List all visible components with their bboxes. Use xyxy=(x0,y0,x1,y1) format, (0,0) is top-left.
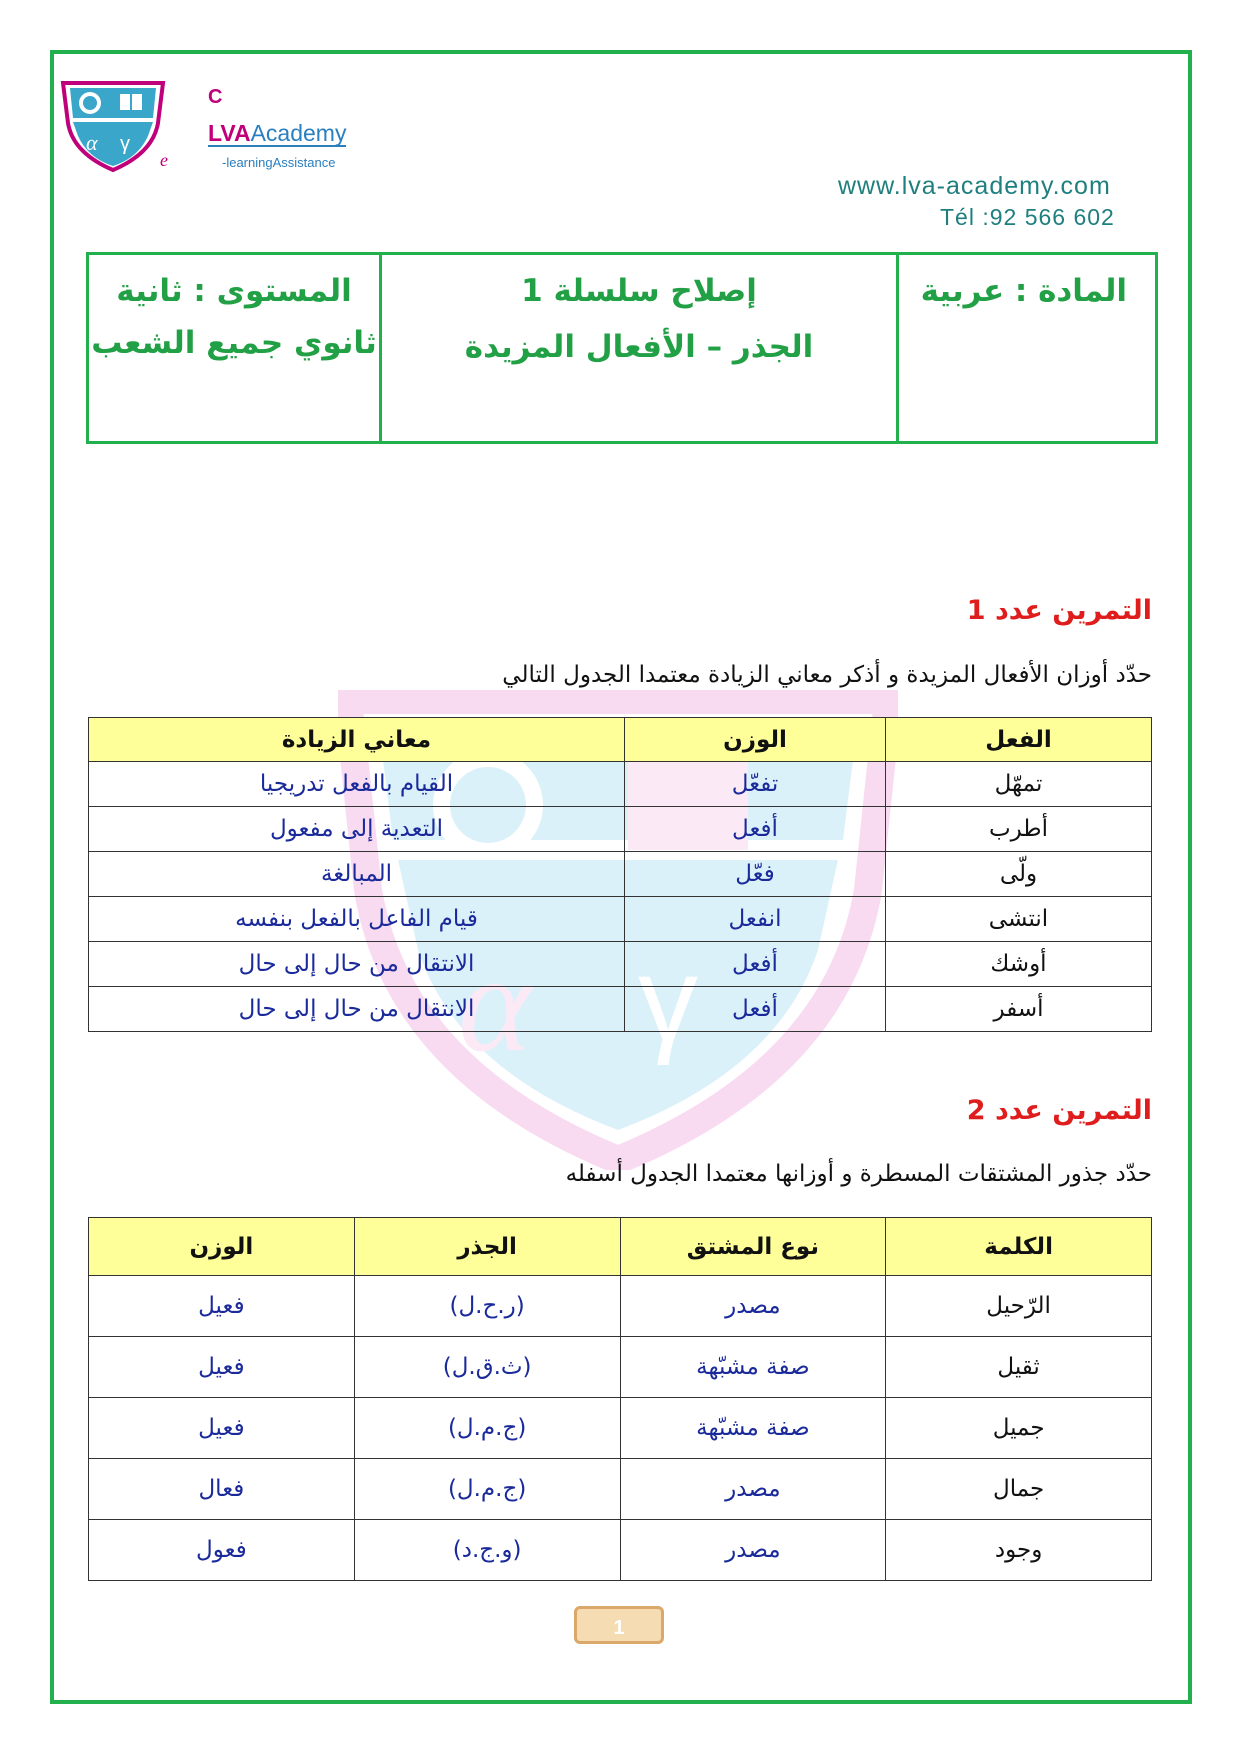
weight-cell: تفعّل xyxy=(625,762,886,807)
level-line2: ثانوي جميع الشعب xyxy=(91,325,377,361)
exercise1-instruction: حدّد أوزان الأفعال المزيدة و أذكر معاني الزيادة معتمدا الجدول التالي xyxy=(502,662,1152,688)
lva-shield-logo-icon xyxy=(58,78,168,173)
table-header-cell: الفعل xyxy=(886,718,1152,762)
table-row xyxy=(89,897,1152,942)
brand-subtitle: -learningAssistance xyxy=(222,155,336,170)
table-header-cell: الوزن xyxy=(89,1218,355,1276)
word-cell: وجود xyxy=(886,1520,1152,1581)
table-row xyxy=(89,942,1152,987)
meaning-cell: القيام بالفعل تدريجيا xyxy=(89,762,625,807)
brand-block xyxy=(208,86,346,170)
derivative-type-cell: صفة مشبّهة xyxy=(620,1398,886,1459)
table-row xyxy=(89,987,1152,1032)
table-row xyxy=(89,1337,1152,1398)
derivative-type-cell: مصدر xyxy=(620,1276,886,1337)
weight-cell: انفعل xyxy=(625,897,886,942)
verb-cell: أوشك xyxy=(886,942,1152,987)
meaning-cell: المبالغة xyxy=(89,852,625,897)
weight-cell: أفعل xyxy=(625,942,886,987)
verb-cell: ولّى xyxy=(886,852,1152,897)
meaning-cell: التعدية إلى مفعول xyxy=(89,807,625,852)
table-row xyxy=(89,1276,1152,1337)
table-row xyxy=(89,1520,1152,1581)
meaning-cell: الانتقال من حال إلى حال xyxy=(89,942,625,987)
exercise1-table xyxy=(88,717,1152,1032)
word-cell: ثقيل xyxy=(886,1337,1152,1398)
derivative-type-cell: مصدر xyxy=(620,1520,886,1581)
brand-name-rest: Academy xyxy=(250,120,347,146)
table-row xyxy=(89,1398,1152,1459)
subject-text: المادة : عربية xyxy=(920,273,1127,309)
word-cell: جمال xyxy=(886,1459,1152,1520)
table-header-cell: الكلمة xyxy=(886,1218,1152,1276)
brand-c: C xyxy=(208,86,223,108)
table-row xyxy=(89,762,1152,807)
root-cell: (ج.م.ل) xyxy=(354,1398,620,1459)
table-header-cell: معاني الزيادة xyxy=(89,718,625,762)
verb-cell: انتشى xyxy=(886,897,1152,942)
derivative-type-cell: صفة مشبّهة xyxy=(620,1337,886,1398)
website-link[interactable]: www.lva-academy.com xyxy=(838,172,1111,200)
title-box xyxy=(86,252,1158,444)
subject-cell xyxy=(899,255,1155,441)
brand-name-bold: LVA xyxy=(208,120,251,146)
exercise2-table xyxy=(88,1217,1152,1581)
brand-name xyxy=(208,121,346,147)
table-header-row xyxy=(89,718,1152,762)
title-line1: إصلاح سلسلة 1 xyxy=(521,273,757,309)
weight-cell: فعّل xyxy=(625,852,886,897)
svg-text:γ: γ xyxy=(638,932,698,1066)
svg-text:γ: γ xyxy=(120,133,130,155)
table-header-cell: الجذر xyxy=(354,1218,620,1276)
weight-cell: أفعل xyxy=(625,807,886,852)
verb-cell: أسفر xyxy=(886,987,1152,1032)
weight-cell: فعال xyxy=(89,1459,355,1520)
weight-cell: فعيل xyxy=(89,1337,355,1398)
weight-cell: فعول xyxy=(89,1520,355,1581)
table-row xyxy=(89,807,1152,852)
svg-text:α: α xyxy=(458,926,532,1081)
phone-number: Tél :92 566 602 xyxy=(940,204,1115,230)
root-cell: (ث.ق.ل) xyxy=(354,1337,620,1398)
level-cell xyxy=(89,255,382,441)
derivative-type-cell: مصدر xyxy=(620,1459,886,1520)
exercise2-instruction: حدّد جذور المشتقات المسطرة و أوزانها معتمدا الجدول أسفله xyxy=(565,1161,1152,1187)
exercise2-title: التمرين عدد 2 xyxy=(966,1095,1152,1126)
root-cell: (و.ج.د) xyxy=(354,1520,620,1581)
meaning-cell: قيام الفاعل بالفعل بنفسه xyxy=(89,897,625,942)
weight-cell: أفعل xyxy=(625,987,886,1032)
root-cell: (ج.م.ل) xyxy=(354,1459,620,1520)
title-line2: الجذر – الأفعال المزيدة xyxy=(464,329,814,365)
word-cell: الرّحيل xyxy=(886,1276,1152,1337)
level-line1: المستوى : ثانية xyxy=(116,273,352,309)
page-number: 1 xyxy=(574,1606,664,1644)
exercise1-title: التمرين عدد 1 xyxy=(966,595,1152,626)
weight-cell: فعيل xyxy=(89,1398,355,1459)
table-header-row xyxy=(89,1218,1152,1276)
verb-cell: أطرب xyxy=(886,807,1152,852)
svg-text:α: α xyxy=(86,130,98,155)
meaning-cell: الانتقال من حال إلى حال xyxy=(89,987,625,1032)
word-cell: جميل xyxy=(886,1398,1152,1459)
weight-cell: فعيل xyxy=(89,1276,355,1337)
table-header-cell: نوع المشتق xyxy=(620,1218,886,1276)
verb-cell: تمهّل xyxy=(886,762,1152,807)
table-row xyxy=(89,1459,1152,1520)
brand-e: e xyxy=(160,150,168,170)
title-cell xyxy=(382,255,899,441)
table-header-cell: الوزن xyxy=(625,718,886,762)
root-cell: (ر.ح.ل) xyxy=(354,1276,620,1337)
table-row xyxy=(89,852,1152,897)
